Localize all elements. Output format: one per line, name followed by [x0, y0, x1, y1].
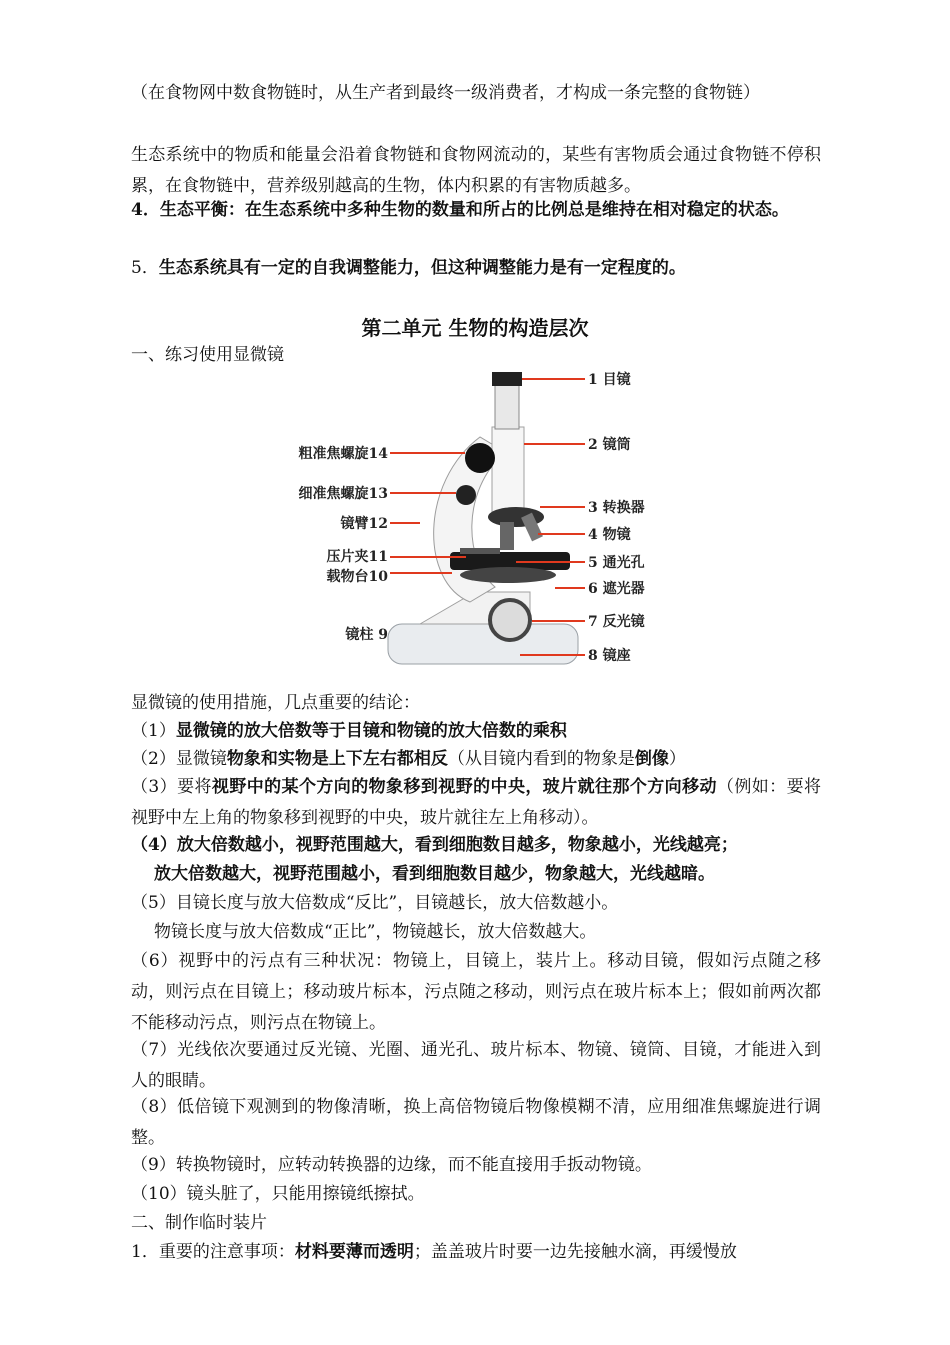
fine-focus-knob: [456, 485, 476, 505]
label-stage-hole: 5 通光孔: [588, 555, 645, 571]
text-segment: （例如：要将视野中左上角的物象移到视野的中央，玻片就往左上角移动）。: [131, 777, 822, 828]
paragraph-food-chain-note: （在食物网中数食物链时，从生产者到最终一级消费者，才构成一条完整的食物链）: [131, 83, 760, 103]
label-eyepiece: 1 目镜: [588, 372, 631, 388]
text-segment-bold: 倒像: [634, 749, 669, 769]
text-segment: ；盖盖玻片时要一边先接触水滴，再缓慢放: [413, 1242, 737, 1262]
conclusion-5-line-2: 物镜长度与放大倍数成“正比”，物镜越长，放大倍数越大。: [154, 922, 597, 942]
microscope-diagram: [270, 362, 670, 672]
conclusion-5-line-1: 目镜长度与放大倍数成“反比”，目镜越长，放大倍数越小。: [175, 893, 619, 913]
label-arm: 镜臂12: [340, 516, 388, 532]
item-number: （2）: [131, 749, 176, 769]
paragraph-ecological-balance: 4．生态平衡：在生态系统中多种生物的数量和所占的比例总是维持在相对稳定的状态。: [131, 200, 789, 220]
label-nosepiece: 3 转换器: [588, 500, 645, 516]
item-number: （3）: [131, 777, 178, 797]
conclusion-4-line-2: 放大倍数越大，视野范围越小，看到细胞数目越少，物象越大，光线越暗。: [154, 864, 715, 884]
unit-title: 第二单元 生物的构造层次: [361, 316, 589, 340]
conclusion-8: （8）低倍镜下观测到的物像清晰，换上高倍物镜后物像模糊不清，应用细准焦螺旋进行调整。: [131, 1097, 821, 1148]
label-base: 8 镜座: [588, 648, 631, 664]
label-stage: 载物台10: [326, 569, 388, 585]
label-tube: 2 镜筒: [588, 437, 631, 453]
conclusion-1: [131, 716, 821, 747]
conclusion-4-line-1: 放大倍数越小，视野范围越大，看到细胞数目越多，物象越小，光线越亮；: [176, 835, 738, 855]
objective-image: [500, 522, 514, 550]
microscope-base: [388, 624, 578, 664]
section-heading-microscope: 一、练习使用显微镜: [131, 345, 284, 365]
label-mirror: 7 反光镜: [588, 614, 645, 630]
item-number: 5．: [131, 258, 159, 278]
conclusion-5: [131, 888, 821, 919]
text-segment: 显微镜: [175, 749, 227, 769]
paragraph-self-regulation: [131, 253, 821, 284]
self-regulation-text: 生态系统具有一定的自我调整能力，但这种调整能力是有一定程度的。: [158, 258, 686, 278]
paragraph-precautions: [131, 1237, 821, 1268]
label-pillar: 镜柱 9: [345, 627, 388, 643]
item-number: （5）: [131, 893, 176, 913]
label-objective: 4 物镜: [588, 527, 631, 543]
conclusions-intro: 显微镜的使用措施，几点重要的结论：: [131, 693, 420, 713]
text-segment: （从目镜内看到的物象是: [447, 749, 635, 769]
conclusion-6: （6）视野中的污点有三种状况：物镜上，目镜上，装片上。移动目镜，假如污点随之移动，则污点在目镜上；移动玻片标本，污点随之移动，则污点在玻片标本上；假如前两次都不能移动污点，则污点在物镜上。: [131, 951, 821, 1033]
conclusion-4: [131, 830, 821, 861]
text-segment: ）: [668, 749, 686, 769]
conclusion-9: （9）转换物镜时，应转动转换器的边缘，而不能直接用手扳动物镜。: [131, 1155, 652, 1175]
conclusion-text: 显微镜的放大倍数等于目镜和物镜的放大倍数的乘积: [175, 721, 567, 741]
conclusion-3: [131, 772, 821, 834]
label-clip: 压片夹11: [326, 549, 388, 565]
text-segment: 要将: [177, 777, 212, 797]
conclusion-10: （10）镜头脏了，只能用擦镜纸擦拭。: [131, 1184, 425, 1204]
mirror-image: [490, 600, 530, 640]
text-segment-bold: 视野中的某个方向的物象移到视野的中央，玻片就往那个方向移动: [211, 777, 717, 797]
label-coarse-focus: 粗准焦螺旋14: [298, 446, 388, 462]
coarse-focus-knob: [465, 443, 495, 473]
item-number: （4）: [131, 835, 177, 855]
text-segment: 1．重要的注意事项：: [131, 1242, 295, 1262]
text-segment-bold: 物象和实物是上下左右都相反: [226, 749, 448, 769]
microscope-tube: [492, 427, 524, 512]
stage-clip: [460, 548, 500, 554]
paragraph-material-energy: 生态系统中的物质和能量会沿着食物链和食物网流动的，某些有害物质会通过食物链不停积累，在食物链中，营养级别越高的生物，体内积累的有害物质越多。: [131, 145, 821, 196]
item-number: （1）: [131, 721, 176, 741]
conclusion-2: [131, 744, 821, 775]
section-heading-temporary-slide: 二、制作临时装片: [131, 1213, 267, 1233]
label-fine-focus: 细准焦螺旋13: [298, 486, 388, 502]
text-segment-bold: 材料要薄而透明: [294, 1242, 414, 1262]
diaphragm-image: [460, 567, 556, 583]
conclusion-7: （7）光线依次要通过反光镜、光圈、通光孔、玻片标本、物镜、镜筒、目镜，才能进入到人的眼睛。: [131, 1040, 821, 1091]
label-diaphragm: 6 遮光器: [588, 581, 645, 597]
eyepiece-top: [492, 372, 522, 386]
